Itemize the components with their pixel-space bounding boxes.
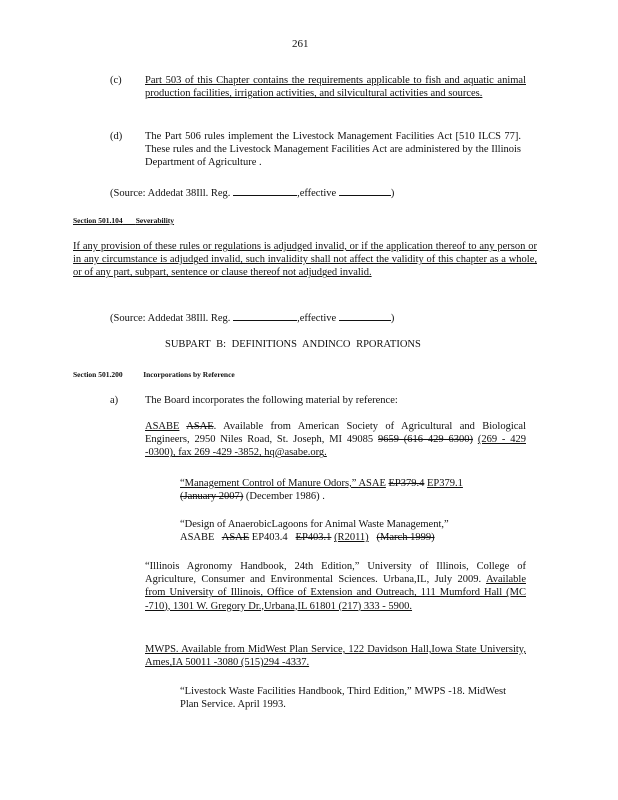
struck-march: (March 1999) (376, 532, 435, 544)
source-suffix: ) (390, 313, 395, 324)
severability-text: If any provision of these rules or regulations is adjudged invalid, or if the application thereof to any person or in any circumstance is adjudged invalid, such invalidity shall not affect the validity of this chapter as a whole, or of any part, subpart, sentence or clause thereof not adjudged invalid. (73, 241, 537, 279)
agronomy-availability: Available from University of Illinois, Office of Extension and Outreach, 111 Mumford Hall (MC -710), 1301 W. Gregory Dr.,Urbana,IL 61801 (217) 333 - 5900. (145, 574, 527, 612)
source-prefix: (Source: Addedat 38Ill. Reg. (110, 313, 231, 324)
asabe-label: ASABE (145, 421, 180, 432)
lagoons-asabe: ASABE (180, 532, 215, 544)
section-501-200-heading (73, 368, 303, 381)
struck-date: (January 2007) (180, 491, 244, 503)
section-title: Severability (135, 216, 175, 225)
mwps-reference: MWPS. Available from MidWest Plan Service, 122 Davidson Hall,Iowa State University, Ames,IA 50011 -3080 (515)294 -4337. (145, 644, 526, 669)
blank-line (339, 311, 391, 321)
lagoons-title: “Design of AnaerobicLagoons for Animal Waste Management,” (180, 519, 449, 530)
blank-line (233, 311, 297, 321)
asabe-contact: (269 - 429 -0300), fax 269 -429 -3852, hq@asabe.org. (145, 434, 526, 459)
manure-odors-reference (180, 477, 510, 503)
para-d-label: (d) (110, 131, 123, 142)
para-a-text: The Board incorporates the following material by reference: (145, 395, 398, 406)
para-c-label: (c) (110, 75, 122, 86)
para-a-label: a) (110, 395, 119, 406)
manure-date: (December 1986) . (245, 491, 325, 503)
lagoons-ep: EP403.4 (251, 532, 288, 544)
lagoons-reference (180, 518, 500, 544)
section-501-104-heading (73, 214, 223, 227)
source-suffix: ) (390, 188, 395, 199)
blank-line (339, 186, 391, 196)
section-title: Incorporations by Reference (143, 370, 235, 379)
r2011: (R2011) (334, 532, 369, 544)
asabe-body: . Available from American Society of Agricultural and Biological Engineers, 2950 Niles Road, St. Joseph, MI 49085 (145, 421, 526, 446)
source-note-1 (110, 186, 450, 200)
livestock-waste-handbook-reference: “Livestock Waste Facilities Handbook, Third Edition,” MWPS -18. MidWest Plan Service. April 1993. (180, 686, 506, 711)
blank-line (233, 186, 297, 196)
source-mid: ,effective (297, 313, 337, 324)
struck-phone: 9659 (616 429 6300) (377, 434, 473, 446)
para-d-text: The Part 506 rules implement the Livestock Management Facilities Act [510 ILCS 77]. These rules and the Livestock Management Facilities Act are administered by the Illinois Department of Agriculture . (145, 131, 521, 169)
source-prefix: (Source: Addedat 38Ill. Reg. (110, 188, 231, 199)
asae-struck: ASAE (186, 421, 214, 432)
section-number: Section 501.104 (73, 216, 123, 225)
source-mid: ,effective (297, 188, 337, 199)
agronomy-handbook-reference (145, 560, 526, 613)
manure-ep: EP379.1 (427, 478, 463, 489)
struck-ep: EP379.4 (388, 478, 425, 489)
subpart-heading: SUBPART B: DEFINITIONS ANDINCO RPORATIONS (165, 339, 421, 350)
struck-asae: ASAE (221, 532, 250, 544)
agronomy-title: “Illinois Agronomy Handbook, 24th Edition,” University of Illinois, College of Agriculture, Consumer and Environmental Sciences. Urbana,IL, July 2009. (145, 561, 526, 586)
source-note-2 (110, 311, 450, 325)
asabe-reference (145, 420, 526, 460)
struck-ep403-1: EP403.1 (295, 532, 332, 544)
manure-title: “Management Control of Manure Odors,” ASAE (180, 478, 386, 489)
page-number: 261 (292, 38, 309, 50)
para-c-text: Part 503 of this Chapter contains the requirements applicable to fish and aquatic animal production facilities, irrigation activities, and silvicultural activities and sources. (145, 75, 526, 100)
section-number: Section 501.200 (73, 370, 123, 379)
